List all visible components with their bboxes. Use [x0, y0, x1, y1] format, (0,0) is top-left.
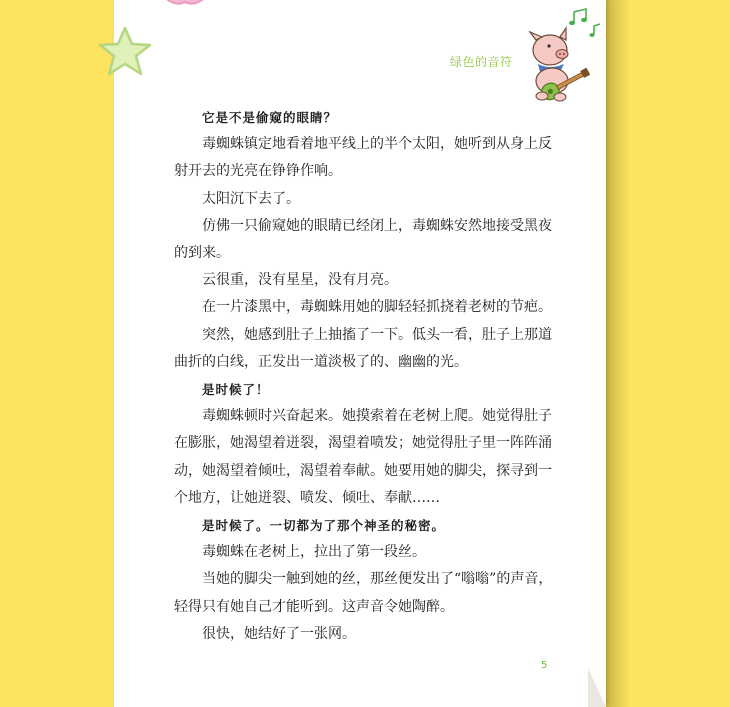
paragraph: 毒蜘蛛镇定地看着地平线上的半个太阳，她听到从身上反射开去的光亮在铮铮作响。 — [174, 136, 552, 180]
pink-star-icon — [140, 0, 230, 24]
paragraph: 仿佛一只偷窥她的眼睛已经闭上，毒蜘蛛安然地接受黑夜的到来。 — [174, 217, 552, 262]
paragraph: 云很重，没有星星，没有月亮。 — [202, 272, 398, 289]
page-curl — [588, 668, 606, 707]
paragraph: 很快，她结好了一张网。 — [202, 625, 356, 642]
emphasis-paragraph: 它是不是偷窥的眼睛？ — [202, 110, 338, 125]
page-shadow — [606, 0, 630, 707]
paragraph: 当她的脚尖一触到她的丝，那丝便发出了“嗡嗡”的声音，轻得只有她自己才能听到。这声音令她陶醉。 — [174, 571, 553, 615]
page-number: 5 — [541, 660, 548, 671]
page-header-title: 绿色的音符 — [450, 55, 513, 69]
story-text — [174, 104, 556, 648]
paragraph: 突然，她感到肚子上抽搐了一下。低头一看，肚子上那道曲折的白线，正发出一道淡极了的、幽幽的光。 — [174, 326, 552, 370]
paragraph: 毒蜘蛛在老树上，拉出了第一段丝。 — [202, 544, 426, 561]
paragraph: 在一片漆黑中，毒蜘蛛用她的脚轻轻抓挠着老树的节疤。 — [202, 299, 552, 316]
emphasis-paragraph: 是时候了！ — [202, 382, 270, 398]
emphasis-paragraph: 是时候了。一切都为了那个神圣的秘密。 — [202, 518, 446, 534]
green-star-icon — [96, 24, 154, 80]
paragraph: 太阳沉下去了。 — [202, 190, 300, 207]
paragraph: 毒蜘蛛顿时兴奋起来。她摸索着在老树上爬。她觉得肚子在膨胀，她渴望着迸裂，渴望着喷发；她觉得肚子里一阵阵涌动，她渴望着倾吐，渴望着奉献。她要用她的脚尖，探寻到一个地方，让她迸裂、喷发、倾吐、奉献…… — [174, 408, 552, 506]
pig-guitar-illustration — [520, 6, 606, 104]
music-note-icon — [569, 9, 600, 37]
